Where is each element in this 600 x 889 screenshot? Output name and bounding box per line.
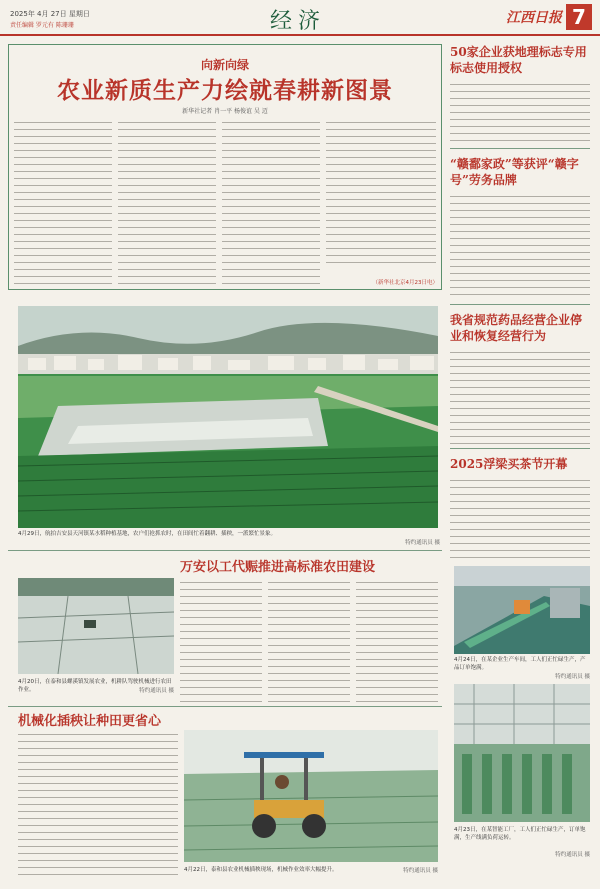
farmland-body-col-1 [180, 578, 262, 702]
right-article-1-title: 50家企业获地理标志专用标志使用授权 [450, 45, 587, 75]
machine-body [18, 730, 178, 880]
rice-paddy-illustration [18, 306, 438, 528]
responsible-editors: 责任编辑 罗元有 陈珊珊 [10, 22, 74, 29]
lead-body-col-2 [118, 118, 216, 286]
divider [450, 148, 590, 149]
lead-body-col-1 [14, 118, 112, 286]
farmland-title: 万安以工代赈推进高标准农田建设 [180, 560, 376, 575]
divider [450, 448, 590, 449]
greenhouse-illustration [454, 684, 590, 822]
lead-body-col-3 [222, 118, 320, 286]
issue-date: 2025年 4月 27日 星期日 [10, 10, 90, 18]
farmland-body-col-2 [268, 578, 350, 702]
factory-credit-2: 特约通讯员 摄 [555, 852, 590, 858]
divider [8, 706, 442, 707]
machine-title: 机械化插秧让种田更省心 [18, 714, 162, 729]
farmland-body-col-3 [356, 578, 438, 702]
right-article-1-body [450, 80, 590, 144]
right-article-4-title: 2025浮梁买茶节开幕 [450, 457, 568, 471]
right-article-2-body [450, 192, 590, 300]
rice-transplanter-illustration [184, 730, 438, 862]
right-article-2-title: “赣鄱家政”等获评“赣字号”劳务品牌 [450, 157, 579, 187]
lead-photo-credit: 特约通讯员 摄 [405, 540, 440, 546]
right-article-4-body [450, 476, 590, 560]
factory-credit-1: 特约通讯员 摄 [555, 674, 590, 680]
section-title: 经济 [270, 9, 327, 34]
lead-kicker: 向新向绿 [200, 58, 249, 72]
divider [8, 550, 442, 551]
machine-photo-caption: 4月22日，泰和县农业机械插秧现场，机械作业效率大幅提升。 [184, 867, 338, 873]
flooded-field-illustration [18, 578, 174, 674]
factory-photo-1 [454, 566, 590, 654]
right-article-3-body [450, 348, 590, 444]
lead-title: 农业新质生产力绘就春耕新图景 [57, 77, 393, 104]
farmland-photo-caption: 4月20日，在泰和县螺溪镇发展农业，机耕队驾驶机械进行农田作业。 [18, 679, 172, 693]
machine-photo-credit: 特约通讯员 摄 [403, 868, 438, 874]
factory-photo-2 [454, 684, 590, 822]
factory-caption-1: 4月24日，在某企业生产车间，工人们正忙碌生产，产品订单饱满。 [454, 657, 586, 671]
lead-photo-rice-paddies [18, 306, 438, 528]
lead-photo-caption: 4月29日，航拍吉安县天河镇某水稻种植基地，农户们抢抓农时，在田间忙着翻耕、插秧，一派繁忙景象。 [18, 531, 277, 537]
right-article-3-title: 我省规范药品经营企业停业和恢复经营行为 [450, 313, 583, 343]
lead-body-col-4 [326, 118, 436, 266]
factory-caption-2: 4月23日，在某智能工厂，工人们正忙碌生产，订单饱满，生产线满负荷运转。 [454, 827, 586, 841]
lead-byline: 新华社记者 肖一平 杨俊谊 吴 迈 [182, 108, 268, 115]
machine-photo [184, 730, 438, 862]
newspaper-logo: 江西日报 [506, 10, 562, 26]
divider [450, 304, 590, 305]
lead-end-note: （新华社北京4月23日电） [372, 280, 438, 286]
farmland-photo [18, 578, 174, 674]
farmland-photo-credit: 特约通讯员 摄 [139, 688, 174, 694]
page-number: 7 [566, 4, 592, 30]
factory-line-illustration [454, 566, 590, 654]
